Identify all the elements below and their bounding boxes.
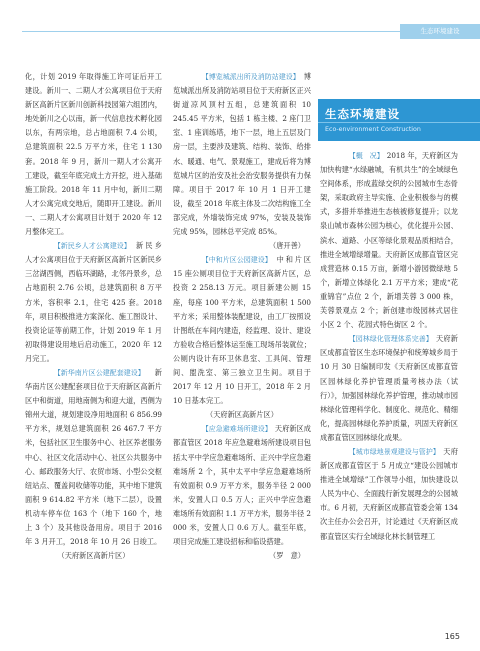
banner-divider bbox=[318, 122, 480, 123]
article-source: （天府新区高新片区） bbox=[57, 551, 130, 561]
banner-title: 生态环境建设 bbox=[325, 107, 400, 121]
article-body: 天府新区成都直管区于 5 月成立“建设公园城市推进全域增绿”工作领导小组，加快建设以人民为中心、全面践行新发展理念的公园城市。6 月初，天府新区成都直管委会第 134 次主任办公会召开，讨论通过《天府新区成都直管区实行全域绿化林长制管理工 bbox=[320, 446, 458, 541]
article-heading: 【新华南片区公建配套建设】 bbox=[53, 368, 145, 377]
article-body: 2018 年，天府新区为加快构建“水绿融城，有机共生”的全域绿色空间体系，形成蓝绿交织的公园城市生态骨架，采取政府主导实施、企业积极参与的模式，多措并举推进生态核被修复提升；以龙泉山城市森林公园为核心，优化提升公园、滨水、道路、小区等绿化景观品质相结合，推进全域增绿增量。天府新区成都直管区完成营造林 0.15 万亩，新增小游园微绿地 5 个，新增立体绿化 2.1 万平方米；建成“花重锦官”点位 2 个，新增芙蓉 3 000 株，芙蓉景观点 2 个；新创建市级园林式居住小区 2 个、花园式特色街区 2 个。 bbox=[320, 151, 458, 330]
article-heading: 【博览城派出所及消防站建设】 bbox=[201, 73, 300, 81]
column-2 bbox=[173, 70, 311, 563]
banner-subtitle: Eco-environment Construction bbox=[325, 126, 421, 133]
article-xinhua-facilities bbox=[25, 366, 162, 549]
article-body: 天府新区成都直管区生态环境保护和统筹城乡局于 10 月 30 日编制印发《天府新区成都直管区园林绿化养护管理质量考核办法（试行）》，加强园林绿化养护管理，推动城市园林绿化管理科学化、制度化、规范化、精细化，提高园林绿化养护质量，巩固天府新区成都直管区园林绿化成果。 bbox=[320, 334, 458, 442]
article-body: 新华南片区公建配套项目位于天府新区高新片区中和街道，用地南侧为和迎大道，西侧为锦州大道，规划建设净用地面积 6 856.99 平方米，规划总建筑面积 26 467.7 平方米，包括社区卫生服务中心、社区养老服务中心、社区文化活动中心、社区公共服务中心、邮政服务大厅、农贸市场、小型公交枢纽站点、覆盖间收储等功能，其中地下建筑面积 9 614.82 平方米（地下二层），设置机动车停车位 163 个（地下 160 个，地上 3 个）及其他设备用房。项目于 2016 年 3 月开工，2018 年 10 月 26 日竣工。 bbox=[25, 367, 162, 547]
page-header bbox=[0, 0, 480, 42]
article-source: （天府新区高新片区） bbox=[206, 410, 278, 420]
article-heading: 【中和片区公园建设】 bbox=[201, 256, 272, 265]
article-new-residence bbox=[25, 239, 162, 366]
column-1 bbox=[25, 70, 162, 563]
article-body: 中和片区 15 座公厕项目位于天府新区高新片区，总投资 2 258.13 万元。项目新建公厕 15 座，每座 100 平方米，总建筑面积 1 500 平方米；采用整体装配建设，由工厂按照设计图纸在车间内建造，经监理、设计、建设方验收合格后整体运至施工现场吊装就位；公厕内设计有环卫休息室、工具间、管理间、盥洗室、第三独立卫生间。项目于 2017 年 12 月 10 日开工，2018 年 2 月 10 日基本完工。 bbox=[173, 255, 311, 406]
article-greening-management bbox=[320, 332, 458, 445]
article-emergency-shelter bbox=[173, 422, 311, 549]
article-heading: 【园林绿化管理体系完善】 bbox=[348, 335, 433, 344]
article-heading: 【城市绿地景观建设与管护】 bbox=[348, 447, 440, 456]
article-urban-greenland bbox=[320, 445, 458, 544]
paragraph-intro: 化，计划 2019 年取得施工许可证后开工建设。新川一、二期人才公寓项目位于天府新区高新片区新川创新科技园第六组团内，地处新川之心以南，新一代信息技术孵化园以东，有两宗地，总占地面积 7.4 公顷，总建筑面积 22.5 万平方米，住宅 1 130 套。2018 年 9 月，新川一期人才公寓开工建设，截至年底完成土方开挖，进入基础施工阶段。2018 年 11 月中旬，新川二期人才公寓完成交地后，随即开工建设。新川一、二期人才公寓项目计划于 2020 年 12 月整体完工。 bbox=[25, 72, 162, 237]
article-body: 新民乡人才公寓项目位于天府新区高新片区新民乡三岔湖西侧，西临环湖路，北邻丹景乡，总占地面积 2.76 公顷，总建筑面积 8 万平方米，容积率 2.1，住宅 425 套。2018 年，项目积极推进方案深化、施工图设计、投资论证等前期工作，计划 2019 年 1 月初取得建设用地后启动施工，2020 年 12 月完工。 bbox=[25, 241, 162, 363]
page-number: 165 bbox=[444, 632, 460, 641]
section-banner bbox=[318, 99, 480, 141]
column-3 bbox=[320, 140, 458, 544]
article-body: 天府新区成都直管区 2018 年应急避难场所建设项目包括太平中学应急避难场所、正兴中学应急避难场所 2 个，其中太平中学应急避难场所有效面积 0.9 万平方米，服务半径 2 000 米，安置人口 0.5 万人；正兴中学应急避难场所有效面积 1.1 万平方米，服务半径 2 000 米，安置人口 0.6 万人。截至年底，项目完成施工建设招标和临设搭建。 bbox=[173, 424, 311, 547]
article-heading: 【新民乡人才公寓建设】 bbox=[53, 242, 131, 251]
article-overview bbox=[320, 149, 458, 332]
article-heading: 【应急避难场所建设】 bbox=[201, 425, 272, 434]
article-source: （唐开善） bbox=[269, 241, 305, 251]
article-source: （罗 意） bbox=[269, 551, 305, 561]
article-body: 博览城派出所及消防站项目位于天府新区正兴街道凉风顶村五组，总建筑面积 10 245.45 平方米，包括 1 栋主楼、2 座门卫室、1 座训练塔，地下一层，地上五层及门房一层，主要涉及建筑、结构、装饰、给排水、暖通、电气、景观施工，建成后将为博览城片区的治安及社会治安服务提供有力保障。项目于 2017 年 10 月 1 日开工建设，截至 2018 年底主体及二次结构施工全部完成，外墙装饰完成 97%，安装及装饰完成 95%，园林总平完成 85%。 bbox=[173, 72, 311, 237]
article-heading: 【概 况】 bbox=[348, 152, 384, 160]
article-zhonghe-toilets bbox=[173, 253, 311, 408]
section-tab: 生态环境建设 bbox=[400, 24, 480, 39]
article-police-fire-station bbox=[173, 70, 311, 239]
